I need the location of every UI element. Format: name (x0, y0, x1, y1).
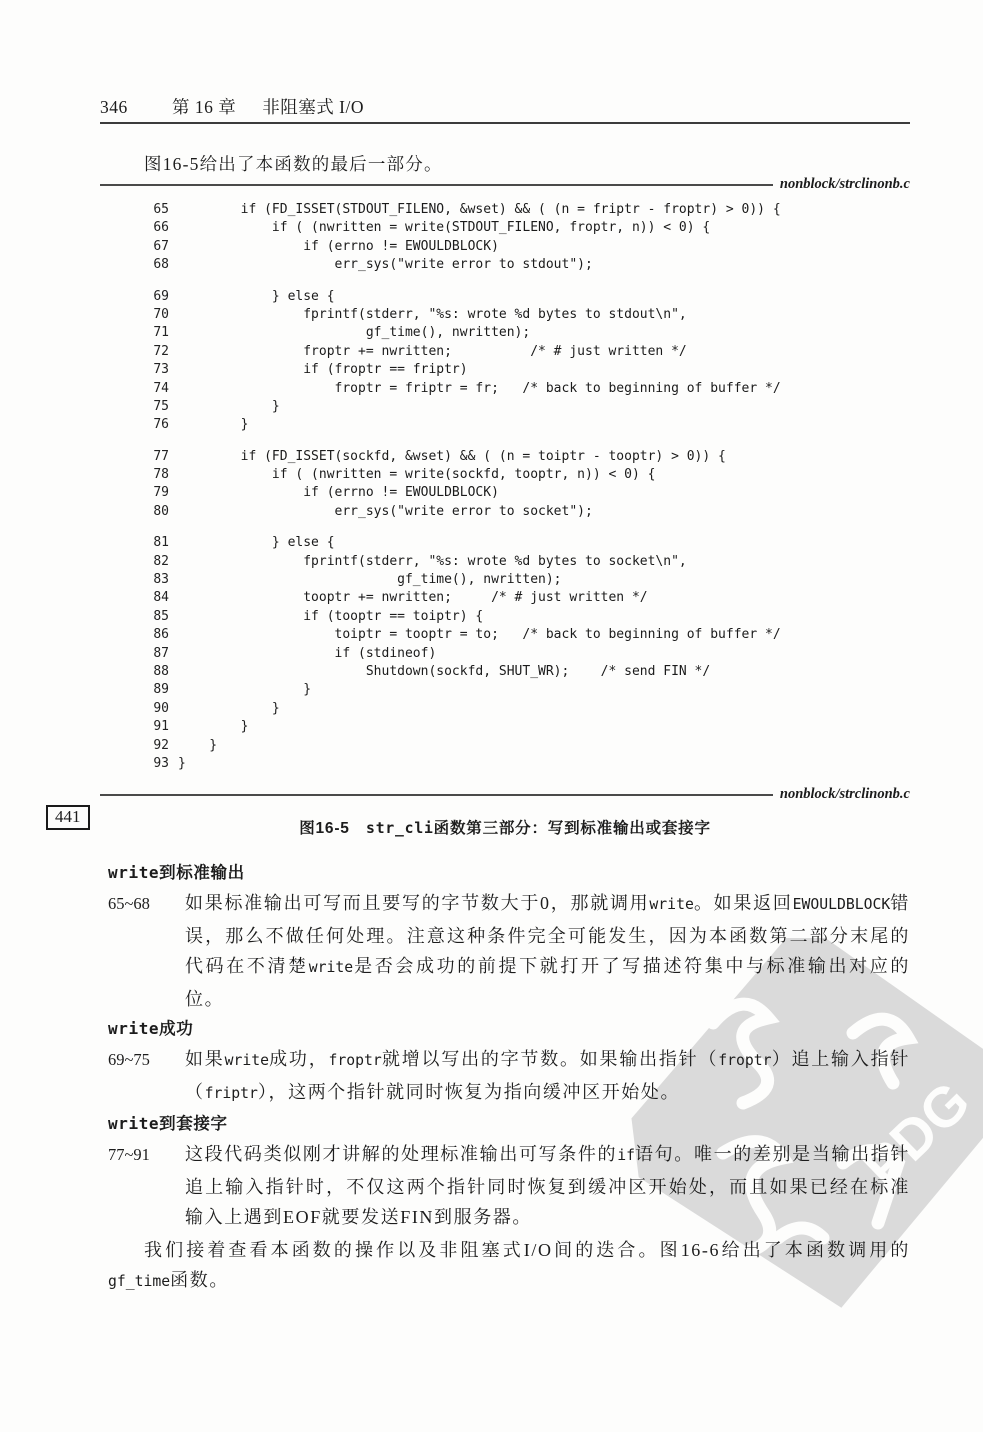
line-number: 74 (153, 380, 169, 396)
inline-code: if (617, 1147, 635, 1164)
code-text: froptr = friptr = fr; /* back to beginning of buffer */ (178, 380, 781, 396)
code-line (142, 589, 781, 607)
inline-text: 函数。 (170, 1270, 229, 1290)
line-number: 71 (153, 325, 169, 341)
inline-text: 到标准输出 (159, 864, 245, 882)
code-text: } (178, 398, 280, 414)
inline-text: 就增以写出的字节数。如果输出指针（ (381, 1049, 719, 1069)
paragraph-69-75 (108, 1044, 910, 1109)
inline-text: 图16-5 (299, 820, 367, 837)
code-line (142, 398, 781, 416)
line-number: 81 (153, 535, 169, 551)
code-line (142, 534, 781, 552)
code-blank-line (142, 521, 781, 534)
listing-top-rule (100, 176, 910, 193)
line-number: 78 (153, 467, 169, 483)
code-text: err_sys("write error to stdout"); (178, 257, 593, 273)
code-line (142, 484, 781, 502)
line-number: 89 (153, 682, 169, 698)
inline-code: froptr (718, 1052, 772, 1069)
inline-text: 函数第三部分：写到标准输出或套接字 (433, 820, 711, 837)
code-line (142, 343, 781, 361)
inline-code: write (108, 1019, 160, 1038)
inline-code: write (308, 959, 354, 976)
inline-code: str_cli (366, 820, 434, 837)
line-number: 66 (153, 220, 169, 236)
line-number: 68 (153, 257, 169, 273)
chapter-title: 非阻塞式 I/O (262, 97, 364, 117)
inline-code: EWOULDBLOCK (792, 896, 891, 913)
line-number: 82 (153, 553, 169, 569)
code-text: if (errno != EWOULDBLOCK) (178, 238, 499, 254)
watermark-pdg-text: PDG (850, 1069, 982, 1199)
code-text: } (178, 700, 280, 716)
line-number: 86 (153, 627, 169, 643)
inline-code: write (108, 863, 160, 882)
code-line (142, 663, 781, 681)
commentary-sections (108, 858, 910, 1298)
code-text: if ( (nwritten = write(STDOUT_FILENO, froptr, n)) < 0) { (178, 220, 711, 236)
inline-text: 到套接字 (159, 1115, 228, 1133)
line-number: 92 (153, 737, 169, 753)
code-text: gf_time(), nwritten); (178, 572, 562, 588)
line-number: 65 (153, 202, 169, 217)
code-line (142, 416, 781, 434)
paragraph-body (185, 1044, 910, 1109)
line-number: 79 (153, 485, 169, 501)
code-text: Shutdown(sockfd, SHUT_WR); /* send FIN */ (178, 663, 711, 679)
line-number: 83 (153, 572, 169, 588)
inline-text: ），这两个指针就同时恢复为指向缓冲区开始处。 (257, 1081, 681, 1102)
code-line (142, 571, 781, 589)
line-number: 91 (153, 719, 169, 735)
inline-text: 语句。唯一的差别是当输出指针追上输入指针时，不仅这两个指针同时恢复到缓冲区开始处，而且如果已经在标准输入上遇到EOF就要发送FIN到服务器。 (185, 1144, 910, 1227)
code-line (142, 626, 781, 644)
inline-code: froptr (328, 1052, 382, 1069)
line-number (142, 275, 169, 288)
paragraph-body (185, 888, 910, 1014)
code-line (142, 503, 781, 521)
code-text: tooptr += nwritten; /* # just written */ (178, 590, 648, 606)
closing-paragraph (108, 1235, 910, 1298)
figure-caption (100, 816, 910, 838)
code-line (142, 448, 781, 466)
line-range-label: 77~91 (108, 1145, 150, 1164)
header-rule (100, 122, 910, 124)
code-line (142, 466, 781, 484)
code-blank-line (142, 435, 781, 448)
code-line (142, 681, 781, 699)
code-text: if (FD_ISSET(sockfd, &wset) && ( (n = toiptr - tooptr) > 0)) { (178, 448, 726, 464)
inline-text: 成功 (159, 1020, 194, 1038)
source-file-label-bottom: nonblock/strclinonb.c (779, 786, 910, 802)
line-number: 67 (153, 238, 169, 254)
line-number: 85 (153, 608, 169, 624)
inline-text: 错误，那么不做任何处理。注意这种条件完全可能发生，因为本函数第二部分末尾的代码在不清楚 (185, 893, 911, 976)
code-blank-line (142, 275, 781, 288)
section-heading-write-stdout (108, 858, 910, 888)
paragraph-body (185, 1139, 910, 1233)
code-line (142, 256, 781, 274)
code-text: if (stdineof) (178, 645, 437, 661)
line-number: 87 (153, 645, 169, 661)
source-file-label-top: nonblock/strclinonb.c (779, 176, 910, 192)
line-number: 73 (153, 362, 169, 378)
inline-text: 如果 (185, 1049, 225, 1069)
inline-code: write (649, 896, 694, 913)
inline-text: 我们接着查看本函数的操作以及非阻塞式I/O间的迭合。图16-6给出了本函数调用的 (144, 1239, 910, 1260)
line-number: 70 (153, 306, 169, 322)
section-heading-write-socket (108, 1109, 910, 1139)
inline-text: 。如果返回 (693, 893, 793, 913)
code-line (142, 238, 781, 256)
inline-text: 是否会成功的前提下就打开了写描述符集中与标准输出对应的位。 (185, 956, 910, 1009)
section-heading-write-success (108, 1014, 910, 1044)
code-line (142, 201, 781, 219)
line-range-label: 65~68 (108, 894, 150, 913)
paragraph-65-68 (108, 888, 910, 1014)
code-text: if (froptr == friptr) (178, 362, 468, 378)
code-text: err_sys("write error to socket"); (178, 503, 593, 519)
page-number: 346 (100, 97, 128, 117)
line-number: 69 (153, 288, 169, 304)
code-text: } else { (178, 535, 335, 551)
code-line (142, 219, 781, 237)
inline-text: 这段代码类似刚才讲解的处理标准输出可写条件的 (185, 1144, 618, 1164)
line-number: 90 (153, 700, 169, 716)
chapter-label: 第 16 章 (172, 97, 237, 117)
intro-sentence: 图16-5给出了本函数的最后一部分。 (144, 154, 443, 174)
horizontal-rule (100, 184, 773, 186)
code-text: } (178, 417, 249, 433)
code-line (142, 553, 781, 571)
code-text: if ( (nwritten = write(sockfd, tooptr, n)) < 0) { (178, 467, 656, 483)
code-line (142, 608, 781, 626)
line-number: 72 (153, 343, 169, 359)
code-text: } (178, 737, 218, 753)
inline-code: write (108, 1114, 160, 1133)
code-text: if (errno != EWOULDBLOCK) (178, 485, 499, 501)
line-number: 76 (153, 417, 169, 433)
code-line (142, 700, 781, 718)
code-line (142, 718, 781, 736)
code-text: } else { (178, 288, 335, 304)
code-line (142, 755, 781, 773)
line-number: 77 (153, 448, 169, 464)
code-line (142, 288, 781, 306)
code-text: gf_time(), nwritten); (178, 325, 531, 341)
inline-text: 成功， (268, 1049, 329, 1069)
inline-text: 如果标准输出可写而且要写的字节数大于0，那就调用 (185, 893, 650, 913)
code-text: fprintf(stderr, "%s: wrote %d bytes to socket\n", (178, 553, 687, 569)
code-line (142, 645, 781, 663)
margin-page-ref-box: 441 (46, 805, 90, 830)
code-line (142, 737, 781, 755)
code-line (142, 380, 781, 398)
line-number (142, 521, 169, 534)
inline-code: write (224, 1052, 269, 1069)
listing-bottom-rule (100, 786, 910, 803)
code-text: fprintf(stderr, "%s: wrote %d bytes to stdout\n", (178, 306, 687, 322)
code-text: } (178, 682, 312, 698)
code-text: toiptr = tooptr = to; /* back to beginning of buffer */ (178, 627, 781, 643)
code-text: } (178, 719, 249, 735)
paragraph-77-91 (108, 1139, 910, 1233)
line-range-label: 69~75 (108, 1050, 150, 1069)
line-number: 80 (153, 503, 169, 519)
code-line (142, 324, 781, 342)
code-listing (142, 201, 781, 773)
line-number (142, 435, 169, 448)
line-number: 84 (153, 590, 169, 606)
inline-code: friptr (204, 1084, 258, 1102)
code-line (142, 306, 781, 324)
code-text: if (tooptr == toiptr) { (178, 608, 484, 624)
running-head (100, 94, 910, 119)
line-number: 88 (153, 663, 169, 679)
code-text: froptr += nwritten; /* # just written */ (178, 343, 687, 359)
inline-code: gf_time (108, 1273, 171, 1290)
code-text: if (FD_ISSET(STDOUT_FILENO, &wset) && ( (n = friptr - froptr) > 0)) { (178, 202, 781, 217)
inline-text: ）追上输入指针（ (185, 1049, 910, 1102)
code-line (142, 361, 781, 379)
code-text: } (178, 755, 186, 771)
line-number: 75 (153, 398, 169, 414)
horizontal-rule (100, 794, 773, 796)
line-number: 93 (153, 755, 169, 771)
